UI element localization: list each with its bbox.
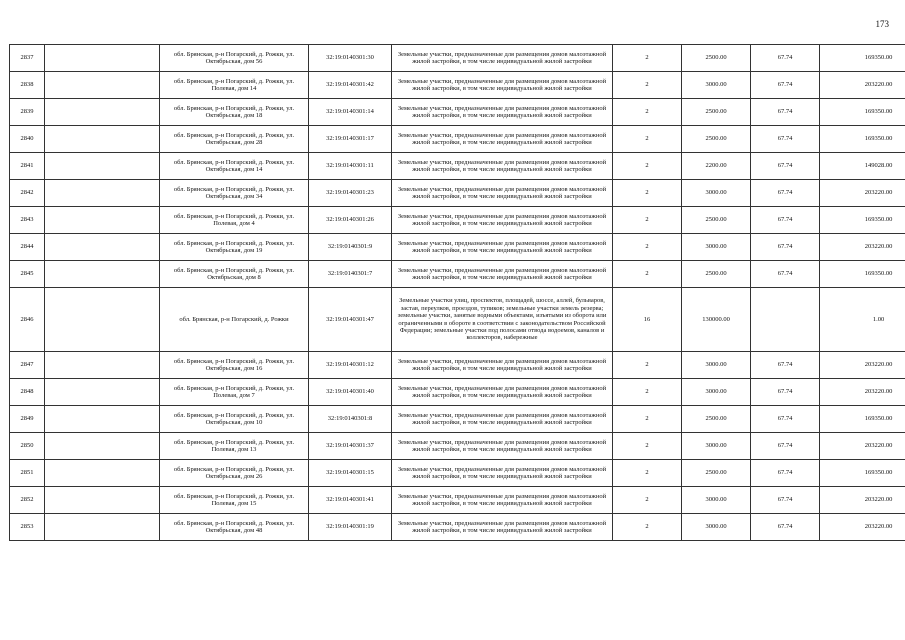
cadastral-value-cell: 169350.00 [820,126,905,153]
table-row [10,406,905,433]
address-cell: обл. Брянская, р-н Погарский, д. Рожки, ул. Октябрьская, дом 28 [160,126,309,153]
row-number-cell: 2837 [10,45,45,72]
address-cell: обл. Брянская, р-н Погарский, д. Рожки, ул. Октябрьская, дом 14 [160,153,309,180]
group-cell: 2 [613,487,682,514]
area-cell: 2200.00 [682,153,751,180]
table-row [10,234,905,261]
land-use-cell: Земельные участки, предназначенные для размещения домов малоэтажной жилой застройки, в том числе индивидуальной жилой застройки [392,460,613,487]
specific-value-cell: 67.74 [751,72,820,99]
area-cell: 2500.00 [682,126,751,153]
address-cell: обл. Брянская, р-н Погарский, д. Рожки, ул. Полевая, дом 14 [160,72,309,99]
page-number: 173 [875,19,889,29]
empty-cell [45,72,160,99]
address-cell: обл. Брянская, р-н Погарский, д. Рожки, ул. Октябрьская, дом 16 [160,352,309,379]
group-cell: 2 [613,126,682,153]
row-number-cell: 2841 [10,153,45,180]
cadastral-number-cell: 32:19:0140301:26 [309,207,392,234]
empty-cell [45,433,160,460]
group-cell: 2 [613,379,682,406]
specific-value-cell: 67.74 [751,234,820,261]
row-number-cell: 2845 [10,261,45,288]
row-number-cell: 2849 [10,406,45,433]
land-use-cell: Земельные участки, предназначенные для размещения домов малоэтажной жилой застройки, в том числе индивидуальной жилой застройки [392,261,613,288]
table-row [10,153,905,180]
cadastral-number-cell: 32:19:0140301:41 [309,487,392,514]
area-cell: 3000.00 [682,379,751,406]
row-number-cell: 2847 [10,352,45,379]
land-use-cell: Земельные участки, предназначенные для размещения домов малоэтажной жилой застройки, в том числе индивидуальной жилой застройки [392,45,613,72]
empty-cell [45,153,160,180]
address-cell: обл. Брянская, р-н Погарский, д. Рожки [160,288,309,352]
land-use-cell: Земельные участки, предназначенные для размещения домов малоэтажной жилой застройки, в том числе индивидуальной жилой застройки [392,180,613,207]
address-cell: обл. Брянская, р-н Погарский, д. Рожки, ул. Полевая, дом 7 [160,379,309,406]
land-use-cell: Земельные участки, предназначенные для размещения домов малоэтажной жилой застройки, в том числе индивидуальной жилой застройки [392,514,613,541]
area-cell: 2500.00 [682,460,751,487]
area-cell: 3000.00 [682,234,751,261]
group-cell: 2 [613,406,682,433]
table-row [10,487,905,514]
land-use-cell: Земельные участки, предназначенные для размещения домов малоэтажной жилой застройки, в том числе индивидуальной жилой застройки [392,126,613,153]
cadastral-value-cell: 203220.00 [820,180,905,207]
cadastral-value-cell: 203220.00 [820,514,905,541]
area-cell: 2500.00 [682,99,751,126]
area-cell: 3000.00 [682,352,751,379]
cadastral-value-cell: 1.00 [820,288,905,352]
cadastral-number-cell: 32:19:0140301:19 [309,514,392,541]
cadastral-value-cell: 169350.00 [820,99,905,126]
cadastral-value-cell: 169350.00 [820,261,905,288]
row-number-cell: 2850 [10,433,45,460]
empty-cell [45,288,160,352]
area-cell: 2500.00 [682,45,751,72]
specific-value-cell: 67.74 [751,379,820,406]
table-row [10,45,905,72]
cadastral-number-cell: 32:19:0140301:42 [309,72,392,99]
land-use-cell: Земельные участки, предназначенные для размещения домов малоэтажной жилой застройки, в том числе индивидуальной жилой застройки [392,406,613,433]
specific-value-cell: 67.74 [751,352,820,379]
cadastral-number-cell: 32:19:0140301:40 [309,379,392,406]
land-use-cell: Земельные участки, предназначенные для размещения домов малоэтажной жилой застройки, в том числе индивидуальной жилой застройки [392,433,613,460]
group-cell: 2 [613,460,682,487]
specific-value-cell: 67.74 [751,460,820,487]
address-cell: обл. Брянская, р-н Погарский, д. Рожки, ул. Октябрьская, дом 56 [160,45,309,72]
empty-cell [45,261,160,288]
group-cell: 2 [613,234,682,261]
empty-cell [45,379,160,406]
specific-value-cell: 67.74 [751,514,820,541]
cadastral-number-cell: 32:19:0140301:12 [309,352,392,379]
row-number-cell: 2844 [10,234,45,261]
address-cell: обл. Брянская, р-н Погарский, д. Рожки, ул. Полевая, дом 13 [160,433,309,460]
cadastral-value-cell: 149028.00 [820,153,905,180]
table-row [10,514,905,541]
cadastral-value-cell: 203220.00 [820,379,905,406]
specific-value-cell: 67.74 [751,45,820,72]
cadastral-value-cell: 203220.00 [820,352,905,379]
row-number-cell: 2838 [10,72,45,99]
specific-value-cell: 67.74 [751,153,820,180]
cadastral-value-cell: 169350.00 [820,207,905,234]
table-row [10,288,905,352]
empty-cell [45,180,160,207]
area-cell: 3000.00 [682,433,751,460]
group-cell: 2 [613,514,682,541]
row-number-cell: 2840 [10,126,45,153]
address-cell: обл. Брянская, р-н Погарский, д. Рожки, ул. Полевая, дом 15 [160,487,309,514]
row-number-cell: 2843 [10,207,45,234]
cadastral-value-cell: 203220.00 [820,234,905,261]
empty-cell [45,126,160,153]
table-row [10,72,905,99]
area-cell: 3000.00 [682,180,751,207]
specific-value-cell: 67.74 [751,180,820,207]
row-number-cell: 2853 [10,514,45,541]
table-row [10,126,905,153]
area-cell: 3000.00 [682,72,751,99]
row-number-cell: 2839 [10,99,45,126]
land-use-cell: Земельные участки улиц, проспектов, площадей, шоссе, аллей, бульваров, застав, переулков, проездов, тупиков; земельные участки земель резерва; земельные участки, занятые водными объектами, изъятыми из оборота или ограниченными в обороте в соответствии с законодательством Российской Федерации; земельные участки под полосами отвода водоемов, каналов и коллекторов, набережные [392,288,613,352]
table-row [10,261,905,288]
specific-value-cell: 67.74 [751,261,820,288]
group-cell: 2 [613,207,682,234]
empty-cell [45,45,160,72]
cadastral-number-cell: 32:19:0140301:11 [309,153,392,180]
cadastral-number-cell: 32:19:0140301:9 [309,234,392,261]
address-cell: обл. Брянская, р-н Погарский, д. Рожки, ул. Октябрьская, дом 34 [160,180,309,207]
table-row [10,207,905,234]
group-cell: 2 [613,99,682,126]
address-cell: обл. Брянская, р-н Погарский, д. Рожки, ул. Октябрьская, дом 19 [160,234,309,261]
cadastral-value-cell: 169350.00 [820,406,905,433]
group-cell: 2 [613,45,682,72]
table-row [10,180,905,207]
table-row [10,352,905,379]
table-row [10,433,905,460]
cadastral-value-cell: 203220.00 [820,433,905,460]
empty-cell [45,234,160,261]
cadastral-value-cell: 169350.00 [820,45,905,72]
cadastral-number-cell: 32:19:0140301:37 [309,433,392,460]
empty-cell [45,460,160,487]
row-number-cell: 2848 [10,379,45,406]
address-cell: обл. Брянская, р-н Погарский, д. Рожки, ул. Октябрьская, дом 48 [160,514,309,541]
cadastral-number-cell: 32:19:0140301:14 [309,99,392,126]
table-row [10,379,905,406]
empty-cell [45,207,160,234]
area-cell: 3000.00 [682,514,751,541]
group-cell: 2 [613,72,682,99]
area-cell: 2500.00 [682,207,751,234]
cadastral-number-cell: 32:19:0140301:8 [309,406,392,433]
row-number-cell: 2851 [10,460,45,487]
land-use-cell: Земельные участки, предназначенные для размещения домов малоэтажной жилой застройки, в том числе индивидуальной жилой застройки [392,352,613,379]
land-use-cell: Земельные участки, предназначенные для размещения домов малоэтажной жилой застройки, в том числе индивидуальной жилой застройки [392,99,613,126]
specific-value-cell: 67.74 [751,99,820,126]
cadastral-number-cell: 32:19:0140301:15 [309,460,392,487]
address-cell: обл. Брянская, р-н Погарский, д. Рожки, ул. Октябрьская, дом 18 [160,99,309,126]
specific-value-cell: 67.74 [751,433,820,460]
cadastral-value-cell: 203220.00 [820,487,905,514]
specific-value-cell: 67.74 [751,406,820,433]
cadastral-number-cell: 32:19:0140301:23 [309,180,392,207]
cadastral-number-cell: 32:19:0140301:17 [309,126,392,153]
land-use-cell: Земельные участки, предназначенные для размещения домов малоэтажной жилой застройки, в том числе индивидуальной жилой застройки [392,487,613,514]
cadastral-number-cell: 32:19:0140301:47 [309,288,392,352]
address-cell: обл. Брянская, р-н Погарский, д. Рожки, ул. Октябрьская, дом 8 [160,261,309,288]
cadastral-value-cell: 203220.00 [820,72,905,99]
group-cell: 2 [613,261,682,288]
specific-value-cell: 67.74 [751,487,820,514]
land-use-cell: Земельные участки, предназначенные для размещения домов малоэтажной жилой застройки, в том числе индивидуальной жилой застройки [392,234,613,261]
table-body [10,45,905,541]
area-cell: 3000.00 [682,487,751,514]
row-number-cell: 2852 [10,487,45,514]
row-number-cell: 2842 [10,180,45,207]
address-cell: обл. Брянская, р-н Погарский, д. Рожки, ул. Октябрьская, дом 26 [160,460,309,487]
group-cell: 2 [613,352,682,379]
cadastral-value-cell: 169350.00 [820,460,905,487]
group-cell: 2 [613,433,682,460]
area-cell: 2500.00 [682,406,751,433]
address-cell: обл. Брянская, р-н Погарский, д. Рожки, ул. Октябрьская, дом 10 [160,406,309,433]
group-cell: 2 [613,153,682,180]
empty-cell [45,99,160,126]
specific-value-cell: 67.74 [751,207,820,234]
empty-cell [45,406,160,433]
land-use-cell: Земельные участки, предназначенные для размещения домов малоэтажной жилой застройки, в том числе индивидуальной жилой застройки [392,379,613,406]
group-cell: 16 [613,288,682,352]
land-registry-table [9,44,905,541]
area-cell: 130000.00 [682,288,751,352]
cadastral-number-cell: 32:19:0140301:7 [309,261,392,288]
specific-value-cell: 67.74 [751,126,820,153]
table-row [10,99,905,126]
group-cell: 2 [613,180,682,207]
specific-value-cell [751,288,820,352]
row-number-cell: 2846 [10,288,45,352]
address-cell: обл. Брянская, р-н Погарский, д. Рожки, ул. Полевая, дом 4 [160,207,309,234]
land-use-cell: Земельные участки, предназначенные для размещения домов малоэтажной жилой застройки, в том числе индивидуальной жилой застройки [392,72,613,99]
area-cell: 2500.00 [682,261,751,288]
empty-cell [45,352,160,379]
empty-cell [45,514,160,541]
land-use-cell: Земельные участки, предназначенные для размещения домов малоэтажной жилой застройки, в том числе индивидуальной жилой застройки [392,207,613,234]
land-use-cell: Земельные участки, предназначенные для размещения домов малоэтажной жилой застройки, в том числе индивидуальной жилой застройки [392,153,613,180]
cadastral-number-cell: 32:19:0140301:30 [309,45,392,72]
empty-cell [45,487,160,514]
table-row [10,460,905,487]
